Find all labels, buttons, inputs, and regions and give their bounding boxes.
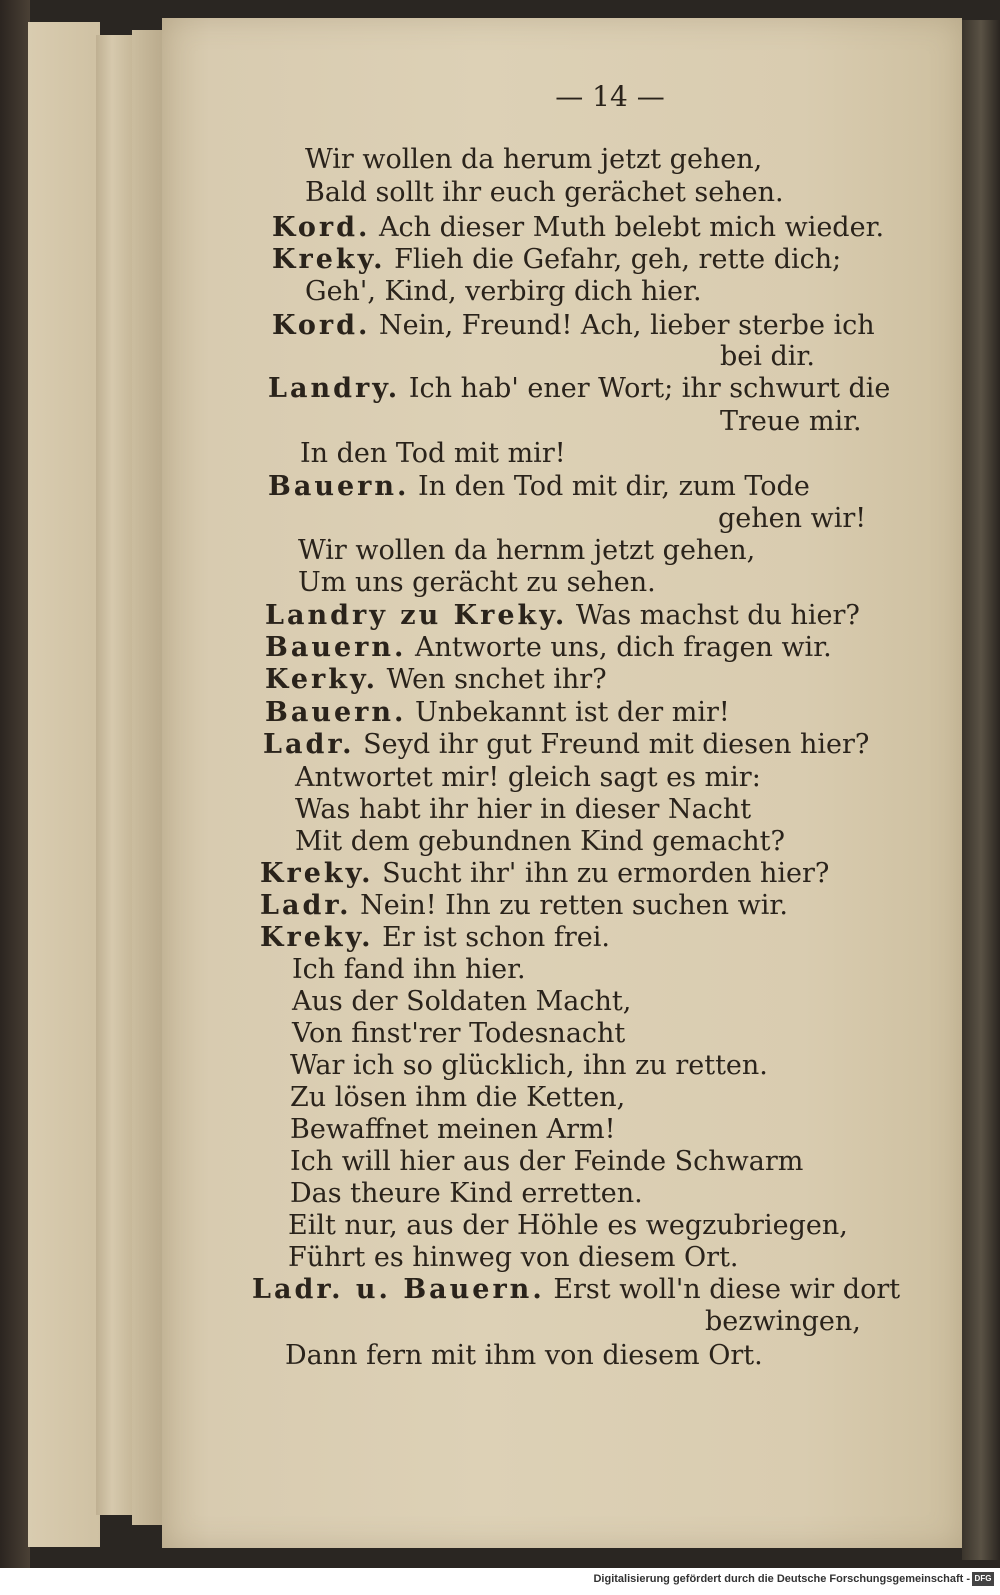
line-text: Dann fern mit ihm von diesem Ort.	[285, 1340, 763, 1371]
line-text: Ach dieser Muth belebt mich wieder.	[378, 212, 885, 243]
line-text: Was habt ihr hier in dieser Nacht	[295, 794, 752, 825]
line-text: Unbekannt ist der mir!	[414, 697, 730, 728]
line-text: In den Tod mit dir, zum Tode	[417, 471, 810, 502]
text-line	[305, 144, 762, 176]
line-text: bei dir.	[720, 341, 815, 372]
speaker-label: Ladr.	[260, 890, 352, 921]
text-line	[265, 664, 607, 696]
line-text: Geh', Kind, verbirg dich hier.	[305, 276, 702, 307]
book-binding	[962, 20, 1000, 1560]
text-line	[272, 244, 841, 276]
text-line	[290, 1050, 768, 1082]
text-line	[292, 954, 526, 986]
speaker-label: Kreky.	[260, 922, 374, 953]
text-line	[290, 1114, 615, 1146]
speaker-label: Ladr. u. Bauern.	[252, 1274, 545, 1305]
line-text: Ich will hier aus der Feinde Schwarm	[290, 1146, 804, 1177]
text-line	[252, 1274, 900, 1306]
speaker-label: Bauern.	[265, 697, 407, 728]
line-text: Wir wollen da hernm jetzt gehen,	[298, 535, 756, 566]
line-text: Ich hab' ener Wort; ihr schwurt die	[408, 373, 891, 404]
text-line	[720, 341, 815, 373]
text-line	[265, 697, 730, 729]
text-line	[718, 503, 866, 535]
line-text: Seyd ihr gut Freund mit diesen hier?	[363, 729, 870, 760]
book-edge-dark	[0, 0, 30, 1595]
text-line	[290, 1146, 803, 1178]
line-text: Nein! Ihn zu retten suchen wir.	[360, 890, 788, 921]
text-line	[292, 1018, 625, 1050]
text-line	[265, 632, 832, 664]
text-line	[288, 1210, 848, 1242]
text-line	[265, 600, 860, 632]
text-line	[298, 567, 656, 599]
text-line	[295, 762, 761, 794]
line-text: Zu lösen ihm die Ketten,	[290, 1082, 626, 1113]
text-line	[272, 212, 884, 244]
line-text: Führt es hinweg von diesem Ort.	[288, 1242, 739, 1273]
speaker-label: Kreky.	[260, 858, 374, 889]
line-text: Erst woll'n diese wir dort	[553, 1274, 901, 1305]
text-line	[268, 373, 890, 405]
page-edge-stack	[28, 22, 100, 1547]
line-text: Er ist schon frei.	[382, 922, 610, 953]
speaker-label: Landry.	[268, 373, 401, 404]
text-line	[268, 471, 810, 503]
line-text: Sucht ihr' ihn zu ermorden hier?	[382, 858, 830, 889]
line-text: Wir wollen da herum jetzt gehen,	[305, 144, 763, 175]
text-line	[292, 986, 631, 1018]
line-text: Eilt nur, aus der Höhle es wegzubriegen,	[288, 1210, 848, 1241]
line-text: Nein, Freund! Ach, lieber sterbe ich	[378, 310, 875, 341]
line-text: Wen snchet ihr?	[386, 664, 607, 695]
line-text: Treue mir.	[720, 406, 862, 437]
speaker-label: Landry zu Kreky.	[265, 600, 568, 631]
speaker-label: Ladr.	[263, 729, 355, 760]
line-text: Mit dem gebundnen Kind gemacht?	[295, 826, 785, 857]
text-line	[720, 406, 862, 438]
line-text: Aus der Soldaten Macht,	[292, 986, 632, 1017]
text-line	[300, 438, 566, 470]
speaker-label: Kord.	[272, 310, 371, 341]
line-text: Antworte uns, dich fragen wir.	[414, 632, 832, 663]
text-line	[305, 177, 784, 209]
text-line	[705, 1306, 861, 1338]
line-text: Um uns gerächt zu sehen.	[298, 567, 656, 598]
text-line	[288, 1242, 739, 1274]
line-text: Bald sollt ihr euch gerächet sehen.	[305, 177, 784, 208]
line-text: Von finst'rer Todesnacht	[292, 1018, 626, 1049]
text-line	[305, 276, 702, 308]
line-text: War ich so glücklich, ihn zu retten.	[290, 1050, 768, 1081]
line-text: Ich fand ihn hier.	[292, 954, 526, 985]
text-line	[285, 1340, 763, 1372]
text-line	[263, 729, 869, 761]
line-text: Was machst du hier?	[575, 600, 860, 631]
text-line	[260, 890, 788, 922]
line-text: Antwortet mir! gleich sagt es mir:	[295, 762, 761, 793]
line-text: Das theure Kind erretten.	[290, 1178, 643, 1209]
line-text: bezwingen,	[705, 1306, 861, 1337]
line-text: Bewaffnet meinen Arm!	[290, 1114, 616, 1145]
speaker-label: Kreky.	[272, 244, 386, 275]
page-edge-stack	[132, 30, 166, 1525]
line-text: Flieh die Gefahr, geh, rette dich;	[394, 244, 842, 275]
footer-credit: Digitalisierung gefördert durch die Deutsche Forschungsgemeinschaft -	[593, 1573, 970, 1585]
line-text: gehen wir!	[718, 503, 867, 534]
text-line	[290, 1178, 643, 1210]
line-text: In den Tod mit mir!	[300, 438, 566, 469]
text-line	[260, 922, 610, 954]
text-line	[272, 310, 875, 342]
text-line	[260, 858, 829, 890]
page-edge-stack	[96, 35, 136, 1515]
speaker-label: Kerky.	[265, 664, 378, 695]
text-line	[290, 1082, 625, 1114]
speaker-label: Bauern.	[265, 632, 407, 663]
text-line	[295, 826, 785, 858]
page-number: — 14 —	[555, 80, 665, 113]
dfg-logo: DFG	[972, 1572, 994, 1586]
speaker-label: Kord.	[272, 212, 371, 243]
text-line	[295, 794, 751, 826]
speaker-label: Bauern.	[268, 471, 410, 502]
text-line	[298, 535, 755, 567]
